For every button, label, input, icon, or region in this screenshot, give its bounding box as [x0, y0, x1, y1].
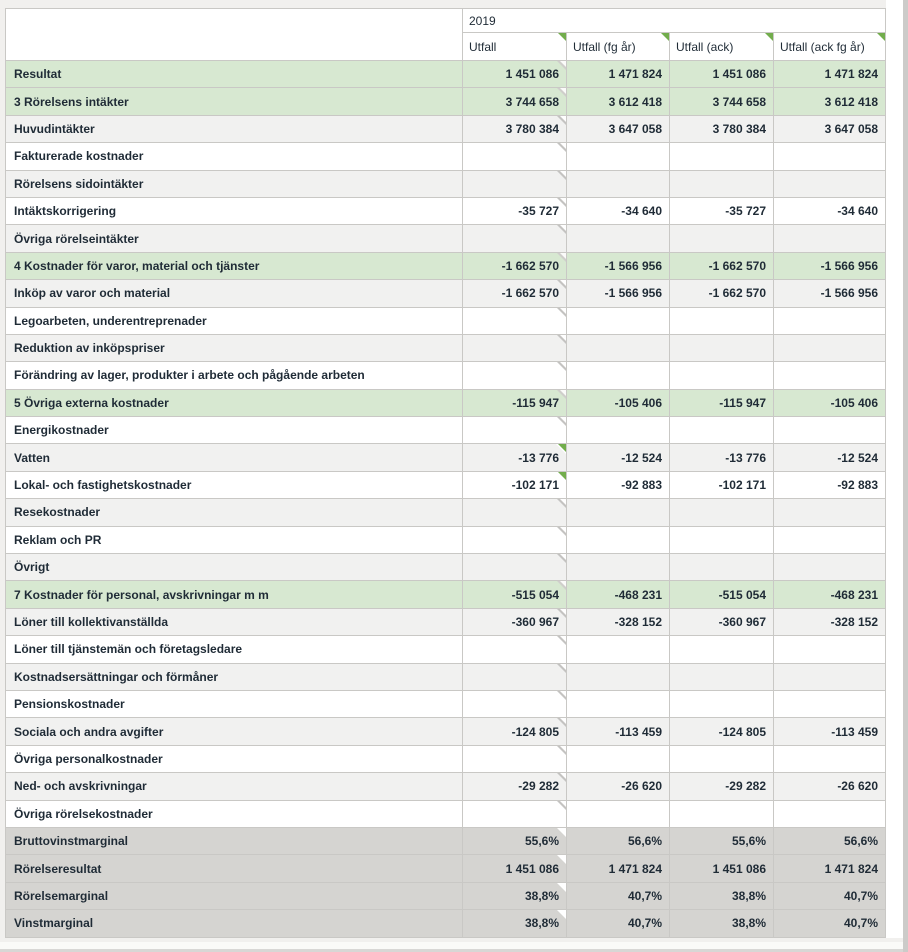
table-row — [6, 197, 886, 224]
cell-value: -102 171 — [718, 478, 766, 493]
value-cell-utfall[interactable] — [463, 745, 567, 772]
value-cell-utfall[interactable] — [463, 307, 567, 334]
cell-value: 1 471 824 — [608, 861, 662, 876]
cell-value: 1 451 086 — [505, 861, 559, 876]
cell-value: -34 640 — [621, 204, 662, 219]
value-cell-utfall-ack-fg-ar[interactable] — [774, 334, 886, 361]
value-cell-utfall-fg-ar[interactable] — [567, 663, 670, 690]
cell-value: 38,8% — [731, 888, 766, 903]
table-row — [6, 499, 886, 526]
value-cell-utfall-fg-ar[interactable] — [567, 225, 670, 252]
cell-value: 1 451 086 — [505, 67, 559, 82]
cell-value: -35 727 — [518, 204, 559, 219]
value-cell-utfall-ack-fg-ar[interactable] — [774, 471, 886, 498]
value-cell-utfall-ack-fg-ar[interactable] — [774, 663, 886, 690]
value-cell-utfall-ack-fg-ar[interactable] — [774, 143, 886, 170]
cell-value: -113 459 — [615, 724, 662, 739]
value-cell-utfall-ack[interactable] — [670, 197, 774, 224]
value-cell-utfall-ack-fg-ar[interactable] — [774, 389, 886, 416]
table-row — [6, 718, 886, 745]
value-cell-utfall[interactable] — [463, 636, 567, 663]
value-cell-utfall-ack-fg-ar[interactable] — [774, 636, 886, 663]
value-cell-utfall[interactable] — [463, 499, 567, 526]
table-row — [6, 745, 886, 772]
cell-value: -468 231 — [830, 587, 879, 602]
year-header-cell[interactable] — [463, 9, 886, 33]
value-cell-utfall-ack[interactable] — [670, 471, 774, 498]
table-row — [6, 882, 886, 909]
value-cell-utfall-fg-ar[interactable] — [567, 197, 670, 224]
value-cell-utfall[interactable] — [463, 197, 567, 224]
column-header-utfall[interactable] — [463, 33, 567, 61]
value-cell-utfall-fg-ar[interactable] — [567, 61, 670, 88]
value-cell-utfall-ack-fg-ar[interactable] — [774, 690, 886, 717]
table-row — [6, 417, 886, 444]
value-cell-utfall-fg-ar[interactable] — [567, 690, 670, 717]
value-cell-utfall-ack[interactable] — [670, 581, 774, 608]
value-cell-utfall[interactable] — [463, 362, 567, 389]
cell-value: -515 054 — [718, 587, 766, 602]
cell-value: -328 152 — [614, 615, 662, 629]
table-row — [6, 252, 886, 279]
row-label[interactable]: Huvudintäkter — [6, 115, 463, 142]
cell-value: 56,6% — [627, 834, 662, 849]
value-cell-utfall-fg-ar[interactable] — [567, 334, 670, 361]
value-cell-utfall-ack-fg-ar[interactable] — [774, 307, 886, 334]
cell-value: 3 647 058 — [824, 121, 879, 136]
value-cell-utfall-ack[interactable] — [670, 225, 774, 252]
table-row — [6, 773, 886, 800]
cell-value: 1 451 086 — [712, 861, 766, 876]
value-cell-utfall-fg-ar[interactable] — [567, 252, 670, 279]
cell-value: 40,7% — [627, 916, 662, 931]
column-label: Utfall — [469, 39, 497, 54]
year-header-row — [6, 9, 886, 33]
value-cell-utfall-ack[interactable] — [670, 800, 774, 827]
table-row — [6, 170, 886, 197]
row-label[interactable]: Sociala och andra avgifter — [6, 718, 463, 745]
right-margin — [886, 0, 903, 938]
row-label[interactable]: Rörelsemarginal — [6, 882, 463, 909]
table-row — [6, 143, 886, 170]
table-row — [6, 554, 886, 581]
value-cell-utfall-ack[interactable] — [670, 910, 774, 937]
value-cell-utfall[interactable] — [463, 608, 567, 635]
value-cell-utfall-fg-ar[interactable] — [567, 581, 670, 608]
cell-value: 40,7% — [627, 888, 662, 903]
window-edge-right — [903, 0, 908, 952]
value-cell-utfall[interactable] — [463, 280, 567, 307]
cell-value: -26 620 — [621, 779, 662, 794]
row-label[interactable]: Övrigt — [6, 554, 463, 581]
value-cell-utfall[interactable] — [463, 690, 567, 717]
value-cell-utfall[interactable] — [463, 115, 567, 142]
cell-value: 55,6% — [524, 834, 559, 849]
row-label[interactable]: Resekostnader — [6, 499, 463, 526]
value-cell-utfall-ack-fg-ar[interactable] — [774, 855, 886, 882]
value-cell-utfall-fg-ar[interactable] — [567, 745, 670, 772]
pivot-table — [5, 8, 886, 938]
table-row — [6, 225, 886, 252]
table-row — [6, 581, 886, 608]
cell-value: -12 524 — [621, 450, 662, 465]
table-row — [6, 307, 886, 334]
cell-value: 3 647 058 — [608, 121, 662, 136]
value-cell-utfall[interactable] — [463, 444, 567, 471]
cell-value: -113 459 — [831, 724, 879, 739]
cell-value: -1 662 570 — [708, 286, 766, 301]
table-row — [6, 362, 886, 389]
value-cell-utfall-ack-fg-ar[interactable] — [774, 827, 886, 854]
table-row — [6, 608, 886, 635]
value-cell-utfall-ack[interactable] — [670, 143, 774, 170]
value-cell-utfall-ack[interactable] — [670, 608, 774, 635]
value-cell-utfall-fg-ar[interactable] — [567, 115, 670, 142]
row-label[interactable]: Bruttovinstmarginal — [6, 827, 463, 854]
value-cell-utfall[interactable] — [463, 417, 567, 444]
cell-value: -105 406 — [614, 395, 662, 410]
value-cell-utfall-ack-fg-ar[interactable] — [774, 800, 886, 827]
value-cell-utfall-ack[interactable] — [670, 773, 774, 800]
value-cell-utfall-fg-ar[interactable] — [567, 389, 670, 416]
cell-value: -92 883 — [837, 478, 879, 493]
value-cell-utfall-ack-fg-ar[interactable] — [774, 608, 886, 635]
value-cell-utfall[interactable] — [463, 581, 567, 608]
cell-value: -12 524 — [837, 450, 879, 465]
value-cell-utfall-ack-fg-ar[interactable] — [774, 745, 886, 772]
value-cell-utfall-ack[interactable] — [670, 526, 774, 553]
value-cell-utfall[interactable] — [463, 882, 567, 909]
cell-value: 1 471 824 — [824, 67, 879, 82]
table-body — [6, 61, 886, 938]
value-cell-utfall-ack[interactable] — [670, 170, 774, 197]
value-cell-utfall-ack-fg-ar[interactable] — [774, 170, 886, 197]
value-cell-utfall-ack-fg-ar[interactable] — [774, 773, 886, 800]
value-cell-utfall[interactable] — [463, 170, 567, 197]
cell-value: 3 780 384 — [505, 121, 559, 136]
cell-value: -360 967 — [511, 615, 559, 629]
row-label[interactable]: Energikostnader — [6, 417, 463, 444]
value-cell-utfall-ack-fg-ar[interactable] — [774, 88, 886, 115]
cell-value: -92 883 — [621, 478, 662, 493]
value-cell-utfall-ack-fg-ar[interactable] — [774, 581, 886, 608]
value-cell-utfall-ack[interactable] — [670, 499, 774, 526]
cell-value: -1 566 956 — [604, 258, 662, 273]
value-cell-utfall-ack-fg-ar[interactable] — [774, 252, 886, 279]
cell-value: -515 054 — [511, 587, 559, 602]
value-cell-utfall-ack[interactable] — [670, 389, 774, 416]
value-cell-utfall[interactable] — [463, 773, 567, 800]
value-cell-utfall-fg-ar[interactable] — [567, 362, 670, 389]
column-label: Utfall (ack) — [676, 39, 734, 54]
row-label[interactable]: Lokal- och fastighetskostnader — [6, 471, 463, 498]
cell-value: -13 776 — [518, 450, 559, 465]
value-cell-utfall-fg-ar[interactable] — [567, 718, 670, 745]
cell-value: 3 744 658 — [712, 94, 766, 109]
cell-value: -35 727 — [725, 204, 766, 219]
cell-value: 1 451 086 — [712, 67, 766, 82]
row-label[interactable]: Intäktskorrigering — [6, 197, 463, 224]
value-cell-utfall-ack-fg-ar[interactable] — [774, 526, 886, 553]
value-cell-utfall-fg-ar[interactable] — [567, 882, 670, 909]
cell-value: -1 662 570 — [708, 258, 766, 273]
cell-value: -1 662 570 — [501, 258, 559, 273]
value-cell-utfall-ack[interactable] — [670, 690, 774, 717]
value-cell-utfall-ack[interactable] — [670, 362, 774, 389]
row-label[interactable]: Vinstmarginal — [6, 910, 463, 937]
cell-value: 3 744 658 — [505, 94, 559, 109]
table-row — [6, 800, 886, 827]
value-cell-utfall-fg-ar[interactable] — [567, 773, 670, 800]
value-cell-utfall-ack[interactable] — [670, 636, 774, 663]
value-cell-utfall-fg-ar[interactable] — [567, 855, 670, 882]
table-row — [6, 526, 886, 553]
value-cell-utfall-fg-ar[interactable] — [567, 280, 670, 307]
row-label[interactable]: 5 Övriga externa kostnader — [6, 389, 463, 416]
row-label[interactable]: Fakturerade kostnader — [6, 143, 463, 170]
value-cell-utfall-fg-ar[interactable] — [567, 499, 670, 526]
value-cell-utfall-ack[interactable] — [670, 88, 774, 115]
cell-value: -328 152 — [830, 615, 879, 629]
cell-value: -1 566 956 — [820, 258, 879, 273]
row-label[interactable]: Övriga rörelsekostnader — [6, 800, 463, 827]
cell-value: -1 566 956 — [604, 286, 662, 301]
table-row — [6, 690, 886, 717]
value-cell-utfall[interactable] — [463, 910, 567, 937]
year-label: 2019 — [469, 13, 496, 28]
value-cell-utfall[interactable] — [463, 855, 567, 882]
row-label[interactable]: Pensionskostnader — [6, 690, 463, 717]
value-cell-utfall-ack-fg-ar[interactable] — [774, 225, 886, 252]
value-cell-utfall[interactable] — [463, 827, 567, 854]
table-header — [6, 9, 886, 61]
cell-value: -29 282 — [518, 779, 559, 794]
table-row — [6, 827, 886, 854]
value-cell-utfall-ack[interactable] — [670, 115, 774, 142]
cell-value: 38,8% — [731, 916, 766, 931]
value-cell-utfall-ack[interactable] — [670, 882, 774, 909]
table-row — [6, 444, 886, 471]
value-cell-utfall[interactable] — [463, 663, 567, 690]
cell-value: -124 805 — [511, 724, 559, 739]
cell-value: -1 662 570 — [501, 286, 559, 301]
table-row — [6, 389, 886, 416]
row-label[interactable]: Löner till tjänstemän och företagsledare — [6, 636, 463, 663]
value-cell-utfall[interactable] — [463, 61, 567, 88]
table-row — [6, 61, 886, 88]
value-cell-utfall[interactable] — [463, 143, 567, 170]
row-label[interactable]: Förändring av lager, produkter i arbete och pågående arbeten — [6, 362, 463, 389]
cell-value: 1 471 824 — [608, 67, 662, 82]
cell-value: -102 171 — [511, 478, 559, 493]
value-cell-utfall-fg-ar[interactable] — [567, 88, 670, 115]
value-cell-utfall-ack-fg-ar[interactable] — [774, 115, 886, 142]
table-row — [6, 88, 886, 115]
cell-value: -34 640 — [837, 204, 879, 219]
row-label[interactable]: 4 Kostnader för varor, material och tjänster — [6, 252, 463, 279]
value-cell-utfall-fg-ar[interactable] — [567, 444, 670, 471]
row-label[interactable]: Rörelseresultat — [6, 855, 463, 882]
value-cell-utfall-ack-fg-ar[interactable] — [774, 61, 886, 88]
table-row — [6, 280, 886, 307]
row-label[interactable]: Kostnadsersättningar och förmåner — [6, 663, 463, 690]
row-label[interactable]: Resultat — [6, 61, 463, 88]
value-cell-utfall[interactable] — [463, 718, 567, 745]
value-cell-utfall-fg-ar[interactable] — [567, 471, 670, 498]
value-cell-utfall-ack[interactable] — [670, 307, 774, 334]
row-label[interactable]: 3 Rörelsens intäkter — [6, 88, 463, 115]
column-label: Utfall (ack fg år) — [780, 39, 865, 54]
cell-value: -360 967 — [718, 615, 766, 629]
row-label[interactable]: Löner till kollektivanställda — [6, 608, 463, 635]
value-cell-utfall[interactable] — [463, 800, 567, 827]
cell-value: -115 947 — [719, 395, 766, 410]
cell-value: 3 780 384 — [712, 121, 766, 136]
value-cell-utfall-ack-fg-ar[interactable] — [774, 417, 886, 444]
value-cell-utfall-fg-ar[interactable] — [567, 417, 670, 444]
cell-value: -13 776 — [725, 450, 766, 465]
value-cell-utfall-fg-ar[interactable] — [567, 307, 670, 334]
value-cell-utfall-fg-ar[interactable] — [567, 526, 670, 553]
cell-value: -124 805 — [718, 724, 766, 739]
table-row — [6, 910, 886, 937]
cell-value: 38,8% — [524, 888, 559, 903]
value-cell-utfall-ack-fg-ar[interactable] — [774, 882, 886, 909]
value-cell-utfall-ack-fg-ar[interactable] — [774, 499, 886, 526]
value-cell-utfall-ack[interactable] — [670, 444, 774, 471]
value-cell-utfall[interactable] — [463, 88, 567, 115]
row-label[interactable]: Rörelsens sidointäkter — [6, 170, 463, 197]
value-cell-utfall[interactable] — [463, 471, 567, 498]
row-label[interactable]: Reduktion av inköpspriser — [6, 334, 463, 361]
value-cell-utfall-ack-fg-ar[interactable] — [774, 280, 886, 307]
table-row — [6, 663, 886, 690]
value-cell-utfall-ack[interactable] — [670, 280, 774, 307]
cell-value: -105 406 — [830, 395, 879, 410]
value-cell-utfall-fg-ar[interactable] — [567, 143, 670, 170]
cell-value: 1 471 824 — [824, 861, 879, 876]
header-corner-cell — [6, 9, 463, 61]
value-cell-utfall-ack-fg-ar[interactable] — [774, 910, 886, 937]
cell-value: 38,8% — [524, 916, 559, 931]
row-label[interactable]: Inköp av varor och material — [6, 280, 463, 307]
value-cell-utfall-ack[interactable] — [670, 827, 774, 854]
value-cell-utfall[interactable] — [463, 554, 567, 581]
table-row — [6, 855, 886, 882]
value-cell-utfall-ack-fg-ar[interactable] — [774, 362, 886, 389]
value-cell-utfall-ack[interactable] — [670, 718, 774, 745]
value-cell-utfall-ack[interactable] — [670, 417, 774, 444]
column-header-utfall-fg-ar[interactable] — [567, 33, 670, 61]
value-cell-utfall-fg-ar[interactable] — [567, 170, 670, 197]
value-cell-utfall-ack[interactable] — [670, 334, 774, 361]
row-label[interactable]: Övriga rörelseintäkter — [6, 225, 463, 252]
cell-value: -26 620 — [837, 779, 879, 794]
value-cell-utfall-ack-fg-ar[interactable] — [774, 197, 886, 224]
cell-value: 3 612 418 — [608, 94, 662, 109]
row-label[interactable]: Ned- och avskrivningar — [6, 773, 463, 800]
cell-value: -1 566 956 — [820, 286, 879, 301]
value-cell-utfall-ack[interactable] — [670, 745, 774, 772]
table-row — [6, 115, 886, 142]
value-cell-utfall-fg-ar[interactable] — [567, 554, 670, 581]
cell-value: 56,6% — [843, 834, 879, 849]
value-cell-utfall[interactable] — [463, 389, 567, 416]
value-cell-utfall[interactable] — [463, 526, 567, 553]
row-label[interactable]: Reklam och PR — [6, 526, 463, 553]
value-cell-utfall-ack[interactable] — [670, 855, 774, 882]
cell-value: -468 231 — [614, 587, 662, 602]
cell-value: 3 612 418 — [824, 94, 879, 109]
table-row — [6, 334, 886, 361]
value-cell-utfall-ack[interactable] — [670, 663, 774, 690]
row-label[interactable]: Legoarbeten, underentreprenader — [6, 307, 463, 334]
column-header-utfall-ack-fg-ar[interactable] — [774, 33, 886, 61]
row-label[interactable]: Vatten — [6, 444, 463, 471]
cell-value: 55,6% — [731, 834, 766, 849]
value-cell-utfall[interactable] — [463, 225, 567, 252]
column-label: Utfall (fg år) — [573, 39, 636, 54]
value-cell-utfall-fg-ar[interactable] — [567, 827, 670, 854]
value-cell-utfall-ack-fg-ar[interactable] — [774, 718, 886, 745]
value-cell-utfall-ack[interactable] — [670, 61, 774, 88]
cell-value: 40,7% — [843, 916, 879, 931]
value-cell-utfall-fg-ar[interactable] — [567, 800, 670, 827]
row-label[interactable]: 7 Kostnader för personal, avskrivningar m m — [6, 581, 463, 608]
row-label[interactable]: Övriga personalkostnader — [6, 745, 463, 772]
cell-value: 40,7% — [843, 888, 879, 903]
value-cell-utfall-ack-fg-ar[interactable] — [774, 554, 886, 581]
value-cell-utfall[interactable] — [463, 334, 567, 361]
value-cell-utfall-fg-ar[interactable] — [567, 608, 670, 635]
value-cell-utfall-fg-ar[interactable] — [567, 636, 670, 663]
value-cell-utfall-fg-ar[interactable] — [567, 910, 670, 937]
cell-value: -29 282 — [725, 779, 766, 794]
table-row — [6, 636, 886, 663]
cell-value: -115 947 — [512, 395, 559, 410]
value-cell-utfall-ack[interactable] — [670, 554, 774, 581]
table-row — [6, 471, 886, 498]
value-cell-utfall-ack-fg-ar[interactable] — [774, 444, 886, 471]
value-cell-utfall[interactable] — [463, 252, 567, 279]
column-header-utfall-ack[interactable] — [670, 33, 774, 61]
value-cell-utfall-ack[interactable] — [670, 252, 774, 279]
